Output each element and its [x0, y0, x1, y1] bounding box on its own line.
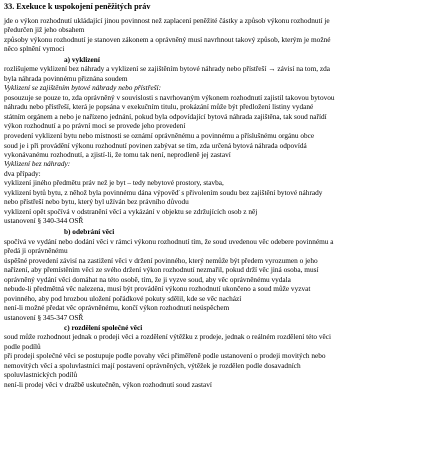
text-line: výkon rozhodnutí a po právní moci se provede jeho provedení [4, 121, 186, 130]
section-heading: c) rozdělení společné věci [64, 323, 143, 332]
text-line: oprávněný vydání věci domáhat na této osobě, tím, že ji vyzve soud, aby věc oprávněnému vydala [4, 275, 291, 284]
text-line: dva případy: [4, 169, 41, 178]
text-line: něco splnění vymoci [4, 44, 65, 53]
text-line: předurčen již jeho obsahem [4, 25, 85, 34]
text-line: při prodeji společné věci se postupuje podle povahy věci přiměřeně podle ustanovení o prodeji movitých nebo [4, 351, 326, 360]
text-line: provedení vyklizení bytu nebo místnosti se oznámí oprávněnému a povinnému a příslušnému orgánu obce [4, 131, 315, 140]
text-line: spočívá ve vydání nebo dodání věci v rámci výkonu rozhodnutí tím, že soud uvedenou věc odebere povinnému a [4, 237, 334, 246]
text-line: státním orgánem a nebo je nařízeno jednání, pokud byla odpovídající bytová náhrada zajištěna, tak soud nařídí [4, 112, 327, 121]
text-line: rozlišujeme vyklizení bez náhrady a vyklizení se zajištěním bytové náhrady nebo přístřeší → závisí na tom, zda [4, 64, 331, 73]
text-line: vyklizení jiného předmětu práv než je byt – tedy nebytové prostory, stavba, [4, 178, 224, 187]
text-line: povinného, aby pod hrozbou uložení pořádkové pokuty sdělil, kde se věc nachází [4, 294, 242, 303]
page-title: 33. Exekuce k uspokojení peněžitých práv [4, 2, 151, 11]
text-line: není-li prodej věci v dražbě uskutečněn, výkon rozhodnutí soud zastaví [4, 380, 212, 389]
text-line: soud je i při provádění výkonu rozhodnutí povinen zabývat se tím, zda určená bytová náhrada odpovídá [4, 141, 307, 150]
text-line: vykonávanému rozhodnutí, a zjistí-li, že tomu tak není, neprodleně jej zastaví [4, 150, 231, 159]
text-line: náhradu nebo přístřeší, která je popsána v exekučním titulu, prokázání může být předložení listiny vydané [4, 102, 314, 111]
text-line: Vyklizení se zajištěním bytové náhrady nebo přístřeší: [4, 83, 161, 92]
text-line: posouzuje se pouze to, zda oprávněný v souvislosti s navrhovaným výkonem rozhodnutí zajistil takovou bytovou [4, 93, 335, 102]
text-line: nařízení, aby přemístěním věci ze svého držení výkon rozhodnutí nezmařil, pokud drží věc jiná osoba, musí [4, 265, 319, 274]
text-line: jde o výkon rozhodnutí ukládající jinou povinnost než zaplacení peněžité částky a způsob výkonu rozhodnutí je [4, 16, 330, 25]
text-line: ustanovení § 345-347 OSŘ [4, 313, 84, 322]
text-line: nebo přístřeší nebo bytu, který byl užíván bez právního důvodu [4, 197, 189, 206]
text-line: způsoby výkonu rozhodnutí je stanoven zákonem a oprávněný musí navrhnout takový způsob, kterým je možné [4, 35, 331, 44]
text-line: vyklizení opět spočívá v odstranění věcí a vykázání v objektu se zdržujících osob z něj [4, 207, 258, 216]
text-line: není-li možné předat věc oprávněnému, končí výkon rozhodnutí neúspěchem [4, 303, 230, 312]
section-heading: a) vyklizení [64, 55, 100, 64]
text-line: Vyklizení bez náhrady: [4, 159, 71, 168]
text-line: byla náhrada povinnému přiznána soudem [4, 74, 128, 83]
section-heading: b) odebrání věci [64, 227, 115, 236]
text-line: podle podílů [4, 342, 41, 351]
text-line: spoluvlastnických podílů [4, 370, 78, 379]
text-line: předá ji oprávněnému [4, 246, 68, 255]
text-line: vyklizení bytů bytu, z něhož byla povinnému dána výpověď s přivolením soudu bez zajištění bytové náhrady [4, 188, 323, 197]
text-line: úspěšné provedení závisí na zastižení věci v držení povinného, který nemůže být předem vyrozumen o jeho [4, 256, 318, 265]
text-line: nebude-li předmětná věc nalezena, musí být provádění výkonu rozhodnutí ukončeno a soud může vyzvat [4, 284, 311, 293]
text-line: nemovitých věcí a spoluvlastníci mají postavení oprávněných, výtěžek je rozdělen podle dosavadních [4, 361, 301, 370]
text-line: ustanovení § 340-344 OSŘ [4, 216, 84, 225]
text-line: soud může rozhodnout jednak o prodeji věci a rozdělení výtěžku z prodeje, jednak o reálném rozdělení této věci [4, 332, 332, 341]
